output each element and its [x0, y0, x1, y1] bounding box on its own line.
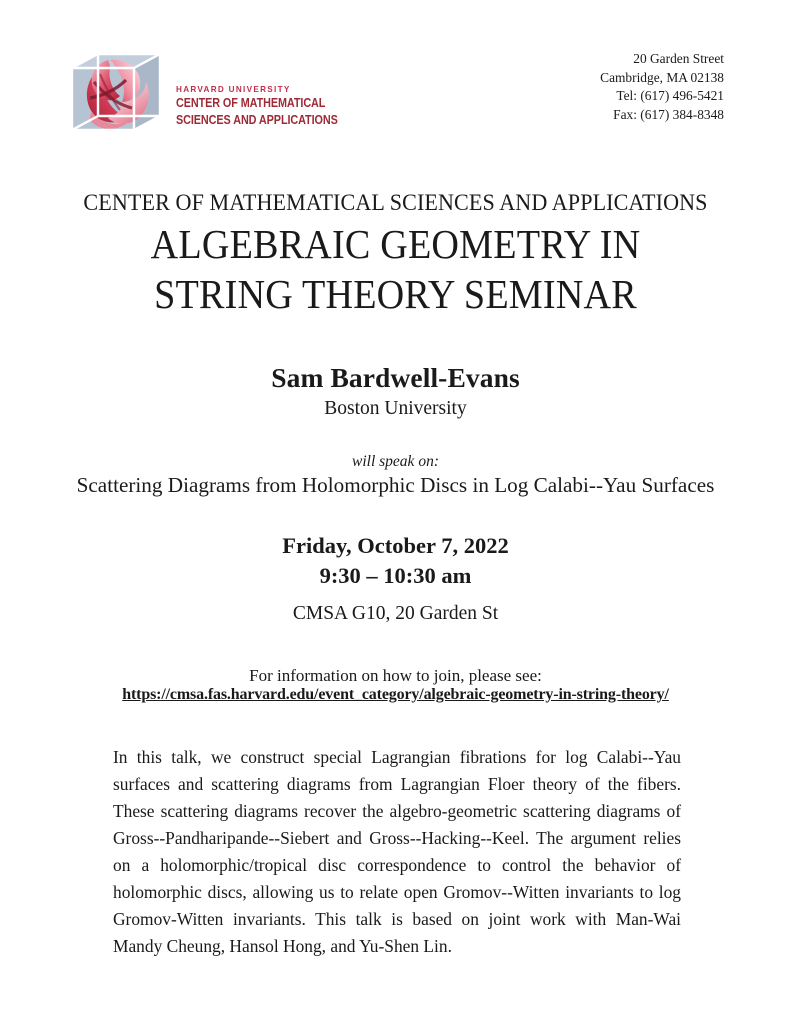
event-location: CMSA G10, 20 Garden St — [292, 603, 499, 624]
event-time: 9:30 – 10:30 am — [319, 563, 472, 588]
page-title — [0, 219, 791, 319]
abstract-text: In this talk, we construct special Lagrangian fibrations for log Calabi--Yau surfaces and scattering diagrams from Lagrangian Floer theory of the fibers. These scattering diagrams recover the algebro-geometric scattering diagrams of Gross--Pandharipande--Siebert and Gross--Hacking--Keel. The argument relies on a holomorphic/tropical disc correspondence to control the behavior of holomorphic discs, allowing us to relate open Gromov--Witten invariants to log Gromov-Witten invariants. This talk is based on joint work with Man-Wai Mandy Cheung, Hansol Hong, and Yu-Shen Lin. — [113, 747, 681, 957]
join-instructions-label: For information on how to join, please see: — [249, 666, 542, 685]
cmsa-wordmark — [176, 59, 364, 128]
event-category-link[interactable]: https://cmsa.fas.harvard.edu/event_category/algebraic-geometry-in-string-theory/ — [122, 686, 669, 703]
calabi-yau-cube-icon — [64, 44, 168, 142]
cmsa-logo — [64, 44, 364, 142]
speaker-name: Sam Bardwell-Evans — [271, 362, 520, 393]
seminar-title-line-1: ALGEBRAIC GEOMETRY IN — [150, 221, 641, 267]
wordmark-center-line-2: SCIENCES AND APPLICATIONS — [176, 112, 338, 127]
address-street: 20 Garden Street — [633, 51, 724, 66]
wordmark-harvard-line: HARVARD UNIVERSITY — [176, 83, 291, 94]
center-name-heading: CENTER OF MATHEMATICAL SCIENCES AND APPLICATIONS — [83, 190, 708, 216]
talk-title: Scattering Diagrams from Holomorphic Discs in Log Calabi--Yau Surfaces — [76, 473, 715, 497]
seminar-title-line-2: STRING THEORY SEMINAR — [154, 271, 637, 318]
event-date: Friday, October 7, 2022 — [282, 533, 509, 558]
address-telephone: Tel: (617) 496-5421 — [616, 88, 724, 104]
contact-address-block — [600, 50, 724, 125]
speaker-affiliation: Boston University — [324, 398, 467, 419]
letterhead — [0, 44, 791, 154]
wordmark-center-line-1: CENTER OF MATHEMATICAL — [176, 95, 326, 110]
will-speak-on-label: will speak on: — [352, 453, 439, 470]
address-city-state-zip: Cambridge, MA 02138 — [600, 69, 724, 85]
address-fax: Fax: (617) 384-8348 — [613, 106, 724, 122]
join-link-row — [0, 686, 791, 704]
